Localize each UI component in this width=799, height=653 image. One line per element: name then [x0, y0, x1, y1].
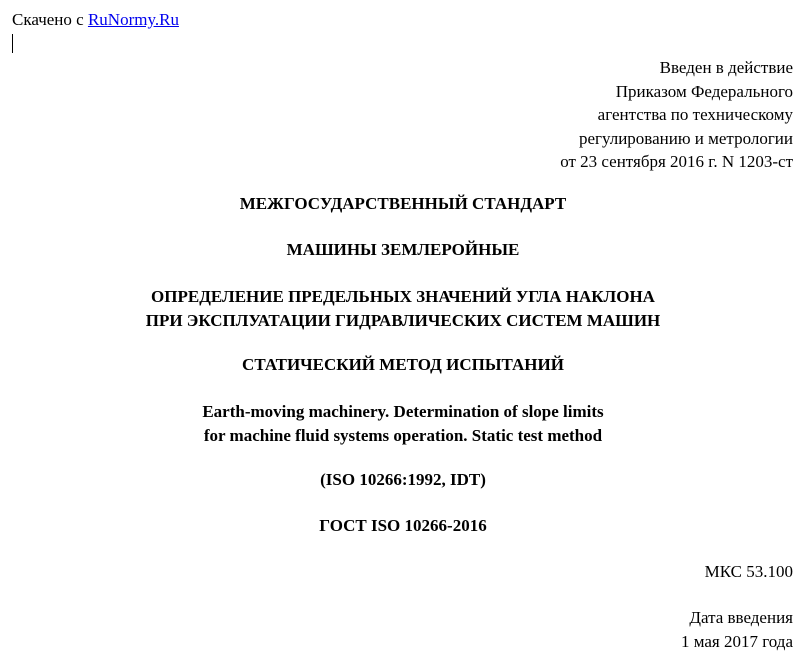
method-heading: СТАТИЧЕСКИЙ МЕТОД ИСПЫТАНИЙ: [0, 353, 799, 377]
approval-line: агентства по техническому: [560, 103, 793, 127]
standard-name-line: ОПРЕДЕЛЕНИЕ ПРЕДЕЛЬНЫХ ЗНАЧЕНИЙ УГЛА НАКЛОНА: [0, 285, 799, 309]
iso-reference: (ISO 10266:1992, IDT): [0, 468, 799, 492]
effective-date-value: 1 мая 2017 года: [681, 630, 793, 653]
subject-heading: МАШИНЫ ЗЕМЛЕРОЙНЫЕ: [0, 238, 799, 262]
source-line: [12, 9, 179, 31]
source-prefix: Скачено с: [12, 10, 88, 29]
effective-date-block: [681, 606, 793, 653]
approval-block: [560, 56, 793, 174]
mks-code: МКС 53.100: [705, 560, 793, 584]
gost-code: ГОСТ ISO 10266-2016: [0, 514, 799, 538]
standard-name-heading: [0, 285, 799, 332]
text-cursor: [12, 34, 13, 53]
standard-type-heading: МЕЖГОСУДАРСТВЕННЫЙ СТАНДАРТ: [0, 192, 799, 216]
runormy-link[interactable]: RuNormy.Ru: [88, 10, 179, 29]
approval-line: регулированию и метрологии: [560, 127, 793, 151]
approval-line: от 23 сентября 2016 г. N 1203-ст: [560, 150, 793, 174]
approval-line: Введен в действие: [560, 56, 793, 80]
standard-name-line: ПРИ ЭКСПЛУАТАЦИИ ГИДРАВЛИЧЕСКИХ СИСТЕМ МАШИН: [0, 309, 799, 333]
english-title: [0, 400, 799, 447]
english-title-line: Earth-moving machinery. Determination of slope limits: [0, 400, 799, 424]
english-title-line: for machine fluid systems operation. Static test method: [0, 424, 799, 448]
approval-line: Приказом Федерального: [560, 80, 793, 104]
effective-date-label: Дата введения: [681, 606, 793, 630]
